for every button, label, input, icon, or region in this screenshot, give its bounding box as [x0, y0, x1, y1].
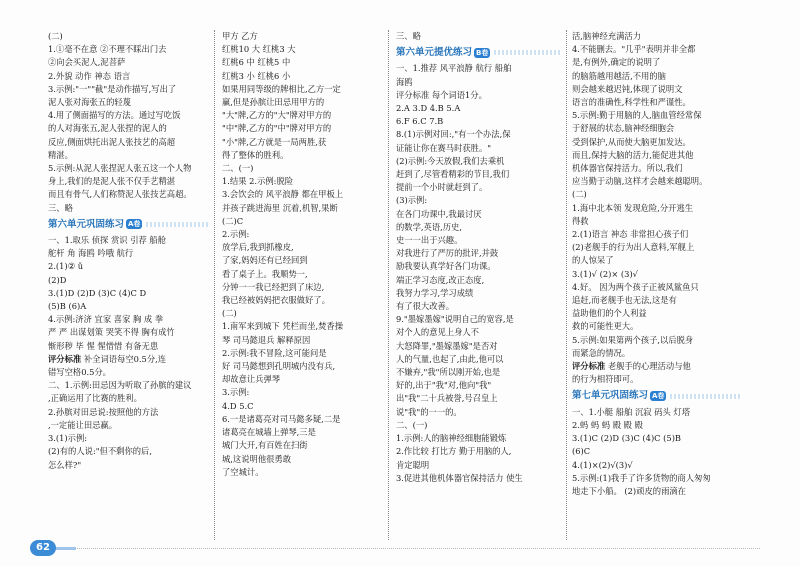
answer-line: 1.海中北本领 发现危险,分开逃生 [572, 202, 694, 213]
answer-line: 6.一是诸葛亮对司马懿多疑,二是 [222, 413, 341, 424]
answer-line: 舵杆 角 海鸥 吟哦 航行 [48, 248, 134, 259]
answer-line: 而且,保持大脑的活力,能促进其他 [572, 149, 694, 160]
answer-line: 我努力学习,学习成绩 [396, 287, 474, 298]
answer-line: 对个人的意见上身人不 [396, 327, 479, 338]
answer-line: 人的气量,也起了,由此,他可以 [396, 353, 504, 364]
answer-line: 5.示例:勤于用脑的人,脑血管经常保 [572, 110, 702, 121]
answer-line: (2)D [48, 274, 67, 285]
answer-line: 3.促进其他机体器官保持活力 使生 [396, 472, 523, 483]
answer-line: 9."墨嫁墨嫁"说明自己的宽容,是 [396, 314, 514, 325]
answer-line: 2.蚂 蚂 蚂 殿 殿 殿 [572, 419, 643, 430]
answer-line: ,正确运用了比赛的胜利。 [48, 393, 142, 404]
section-heading: 三、略 [396, 31, 421, 41]
section-heading: 二、(一) [396, 419, 428, 430]
answer-line: ,一定能让田忌赢。 [48, 419, 118, 430]
answer-line: 1.结果 2.示例:脱险 [222, 176, 294, 187]
answer-line: 3.会饮会的 风平浪静 都在甲板上 [222, 189, 344, 200]
answer-line: 反应,侧面烘托出泥人张技艺的高超 [48, 136, 176, 147]
answer-line: 二、1.示例:田忌因为听取了孙膑的建议 [48, 380, 192, 391]
answer-line: 城,这说明他很勇敢 [222, 453, 292, 464]
level-badge: A卷 [128, 220, 141, 229]
column-divider [214, 30, 215, 540]
column-divider [388, 30, 389, 540]
answer-line: 不嫌弃,"我"所以刚开始,也是 [396, 367, 501, 378]
score-text: 老舰手的心理活动与他 [607, 361, 691, 372]
answer-line: 提前一个小时就赶到了。 [396, 182, 488, 193]
answer-line: 错写空格0.5分。 [48, 367, 111, 378]
answer-line: 4.示例:济济 宜家 喜家 胸 成 拳 [48, 314, 164, 325]
answer-line: 2.A 3.D 4.B 5.A [396, 103, 461, 114]
answer-line: 史一一出于兴趣。 [396, 235, 463, 246]
answer-line: 却故意让兵弹琴 [222, 374, 281, 385]
unit-header [396, 46, 561, 59]
section-heading: 三、略 [48, 202, 73, 213]
answer-line: 身上,我们的是泥人张不仅手艺精湛 [48, 176, 176, 187]
answer-line: 好 司马懿想到孔明城内没有兵, [222, 361, 336, 372]
header-decor-bar [670, 394, 742, 399]
answer-line: (二)C [222, 215, 244, 226]
answer-line: 5.示例:从泥人张捏泥人张五这一个人物 [48, 163, 192, 174]
answer-line: 1.南军来到城下 凭栏而坐,焚香操 [222, 321, 344, 332]
score-note [48, 353, 208, 366]
answer-line: 泥人张对海张五的轻蔑 [48, 97, 131, 108]
unit-title: 第六单元巩固练习 [48, 218, 125, 230]
level-badge: B卷 [476, 48, 489, 57]
answer-line: 救的可能性更大。 [572, 321, 639, 332]
answer-line: (2)有的人说:"但不剩你的后, [48, 446, 152, 457]
answer-line: 4.用了侧面描写的方法。通过写吃饭 [48, 110, 181, 121]
answer-line: 一、1.取乐 侦探 赏识 引荐 船舱 [48, 235, 167, 246]
answer-line: 2.作比较 打比方 勤于用脑的人, [396, 446, 512, 457]
answer-line: 看了桌子上。我顺势一, [222, 268, 308, 279]
answer-line: 的人惊呆了 [572, 255, 614, 266]
answer-line: 得救 [572, 215, 589, 226]
answer-line: 红桃10 大 红桃3 大 [222, 44, 296, 55]
answer-line: 评分标准 每个词语1分。 [396, 89, 487, 100]
answer-line: 2.外貌 动作 神态 语言 [48, 70, 131, 81]
answer-line: 3.(1)D (2)D (3)C (4)C D [48, 287, 147, 298]
answer-line: 琴 司马懿退兵 解释原因 [222, 334, 311, 345]
answer-line: (2)示例:今天放假,我们去乘机 [396, 155, 505, 166]
answer-line: 益助他们的个人利益 [572, 308, 647, 319]
answer-line: 诸葛亮在城墙上弹琴,三是 [222, 427, 316, 438]
answer-line: 语言的准确性,科学性和严谨性。 [572, 97, 691, 108]
answer-line: 的脑筋越用越活,不用的脑 [572, 70, 666, 81]
bottom-rule [60, 548, 760, 549]
answer-line: 5.示例:如果第两个孩子,以后脱身 [572, 334, 694, 345]
answer-line: 8.(1)示例对回:,"有一个办法,保 [396, 129, 511, 140]
answer-line: 于舒展的状态,脑神经细胞会 [572, 123, 675, 134]
answer-line: 的数学,英语,历史, [396, 221, 462, 232]
level-badge: A卷 [652, 392, 665, 401]
answer-line: 6.F 6.C 7.B [396, 116, 444, 127]
answer-line: 赢,但是孙膑让田忌用甲方的 [222, 97, 325, 108]
answer-line: (6)C [572, 446, 591, 457]
answer-line: 证能让你在赛马时获胜。" [396, 142, 492, 153]
column-1 [48, 30, 208, 472]
answer-line: 放学后,我到抓橡皮, [222, 242, 294, 253]
answer-line: 3.(1)示例: [48, 433, 88, 444]
answer-line: 3.(1)C (2)D (3)C (4)C (5)B [572, 433, 682, 444]
answer-line: 2.(1)② ǔ [48, 261, 84, 272]
answer-line: 则会越来越迟钝,体现了说明文 [572, 83, 683, 94]
answer-line: 怎么样?" [48, 459, 82, 470]
answer-line: 如果用同等级的牌相比,乙方一定 [222, 83, 341, 94]
answer-line: 惭形秽 毕 惺 惺惜惜 有备无患 [48, 340, 159, 351]
answer-line: 1.①毫不在意 ②不理不睬出门去 [48, 44, 167, 55]
answer-line: 4.不能删去。"几乎"表明并非全都 [572, 44, 696, 55]
answer-line: 红桃3 小 红桃6 小 [222, 70, 291, 81]
answer-line: (二) [48, 31, 63, 41]
answer-line: 出"我"二十兵被誉,号召皇上 [396, 393, 498, 404]
score-label: 评分标准 [48, 353, 82, 364]
answer-line: 2.示例: [222, 229, 250, 240]
answer-line: 的行为相符即可。 [572, 374, 639, 385]
answer-line: 2.(1)语言 神态 非常担心孩子们 [572, 229, 689, 240]
answer-line: 得了整体的胜利。 [222, 149, 289, 160]
column-4 [572, 30, 742, 498]
answer-line: 城门大开,有百姓在扫街 [222, 440, 308, 451]
answer-line: 活,脑神经充满活力 [572, 31, 642, 41]
score-note [572, 360, 742, 373]
answer-line: 严 严 出谋划策 哭笑不得 胸有成竹 [48, 327, 175, 338]
answer-line: 肯定聪明 [396, 459, 430, 470]
answer-line: "小"牌,乙方就是一局两胜,获 [222, 136, 327, 147]
unit-header [48, 218, 208, 231]
section-heading: (二) [572, 189, 587, 200]
column-3 [396, 30, 561, 485]
header-decor-bar [146, 222, 208, 227]
answer-line: 了家,妈妈还有已经回到 [222, 255, 308, 266]
answer-line: 好的,出于"我"对,他向"我" [396, 380, 492, 391]
score-label: 评分标准 [572, 361, 606, 372]
page-number-decor [56, 547, 76, 550]
answer-line: 4.好。 因为两个孩子正被风鲨鱼只 [572, 281, 699, 292]
column-divider [566, 30, 567, 540]
answer-line: 4.(1)×(2)√(3)√ [572, 459, 633, 470]
answer-line: ②向会买泥人,泥菩萨 [48, 57, 126, 68]
answer-line: 3.(1)√ (2)× (3)√ [572, 268, 638, 279]
answer-line: 并孩子跳进海里 沉着,机智,果断 [222, 202, 338, 213]
answer-line: 而紧急的情况。 [572, 347, 631, 358]
answer-line: 地走下小船。 (2)顽皮的雨滴在 [572, 485, 686, 496]
answer-line: 追赶,而老舰手也无法,这是有 [572, 295, 677, 306]
answer-line: 1.示例:人的脑神经细胞能锻炼 [396, 433, 507, 444]
answer-line: 赶到了,尽管看精彩的节目,我们 [396, 169, 510, 180]
answer-line: 我已经被妈妈把衣服做好了。 [222, 295, 330, 306]
answer-line: 分钟一一我已经把到了床边, [222, 281, 325, 292]
unit-title: 第六单元提优练习 [396, 47, 473, 59]
answer-line: 5.示例:(1)我手了许多货物的商人匆匆 [572, 472, 711, 483]
section-heading: 二、(一) [222, 163, 254, 174]
answer-line: 受到保护,从而使大脑更加发达。 [572, 136, 691, 147]
answer-line: 甲方 乙方 [222, 31, 258, 41]
answer-line: 励我要认真学好各门功课。 [396, 261, 496, 272]
answer-line: 而且有骨气,人们称赞泥人张技艺高超。 [48, 189, 192, 200]
answer-line: 在各门功课中,我最讨厌 [396, 208, 482, 219]
answer-line: 一、1.推荐 风平浪静 航行 船舶 [396, 63, 512, 74]
answer-line: (3)示例: [396, 195, 428, 206]
answer-line: 海鸥 [396, 76, 413, 87]
answer-line: "中"牌,乙方的"中"牌对甲方的 [222, 123, 332, 134]
unit-title: 第七单元巩固练习 [572, 390, 649, 402]
column-2 [222, 30, 382, 479]
answer-line: 大怒降罪,"墨嫁墨嫁"是否对 [396, 340, 498, 351]
answer-line: 说"我"的一一的。 [396, 406, 462, 417]
answer-line: 是,有例外,确定的说明了 [572, 57, 661, 68]
answer-line: 红桃6 中 红桃5 中 [222, 57, 291, 68]
answer-line: 4.D 5.C [222, 400, 254, 411]
answer-line: "大"牌,乙方的"大"牌对甲方的 [222, 110, 332, 121]
answer-line: 机体器官保持活力。所以,我们 [572, 163, 683, 174]
answer-line: 应当勤于动脑,这样才会越来越聪明。 [572, 176, 708, 187]
answer-line: 2.孙膑对田忌说:按照他的方法 [48, 406, 159, 417]
page-number: 62 [30, 540, 56, 556]
answer-line: 一、1.小艇 船舶 沉寂 码头 灯塔 [572, 406, 691, 417]
answer-line: 3.示例:"一""截"是动作描写,写出了 [48, 83, 177, 94]
answer-line: 精湛。 [48, 149, 73, 160]
answer-line: 的人对海张五,泥人张捏的泥人的 [48, 123, 167, 134]
answer-line: 2.示例:我不冒险,这可能问是 [222, 347, 327, 358]
unit-header [572, 389, 742, 402]
answer-line: 对我进行了严厉的批评,并鼓 [396, 248, 499, 259]
answer-line: (2)老舰手的行为出人意料,军舰上 [572, 242, 695, 253]
section-heading: (二) [222, 308, 237, 319]
answer-line: (5)B (6)A [48, 301, 87, 312]
answer-line: 了空城计。 [222, 466, 264, 477]
answer-line: 端正学习态度,改正态度, [396, 274, 485, 285]
answer-line: 3.示例: [222, 387, 250, 398]
score-text: 补全词语每空0.5分,连 [83, 353, 167, 364]
header-decor-bar [494, 50, 561, 55]
answer-line: 有了很大改善。 [396, 301, 455, 312]
